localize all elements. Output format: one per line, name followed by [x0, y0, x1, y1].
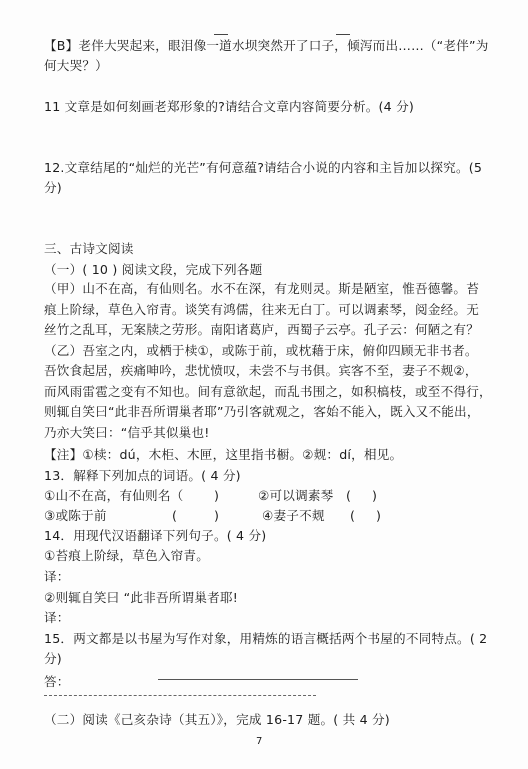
answer-paren-close: ) [372, 488, 377, 503]
question-14-sentence-1: ①苔痕上阶绿，草色入帘青。 [44, 548, 210, 563]
passage-jia: 丝竹之乱耳，无案牍之劳形。南阳诸葛庐，西蜀子云亭。孔子云：何陋之有？ [44, 322, 479, 337]
answer-paren-open: ( [346, 488, 351, 503]
passage-jia: 痕上阶绿，草色入帘青。谈笑有鸿儒，往来无白丁。可以调素琴，阅金经。无 [44, 302, 479, 317]
passage-yi: （乙）吾室之内，或栖于椟①，或陈于前，或枕藉于床，俯仰四顾无非书者。 [44, 343, 478, 358]
passage-yi: 乃亦大笑曰：“信乎其似巢也! [44, 425, 210, 440]
answer-blank-line [158, 679, 358, 680]
top-dash [336, 34, 350, 35]
translation-label: 译： [44, 610, 70, 625]
question-11: 11 文章是如何刻画老郑形象的?请结合文章内容简要分析。(4 分) [44, 99, 414, 114]
passage-yi: 则辄自笑曰“此非吾所谓巢者耶”乃引客就观之，客始不能入，既入又不能出， [44, 404, 480, 419]
question-12: 12.文章结尾的“灿烂的光芒”有何意蕴?请结合小说的内容和主旨加以探究。(5 [44, 160, 483, 175]
question-15-cont: 分) [44, 651, 62, 666]
page-number: 7 [256, 736, 263, 747]
passage-jia: （甲）山不在高，有仙则名。水不在深，有龙则灵。斯是陋室，惟吾德馨。苔 [44, 281, 479, 296]
passage-b-quote: 【B】老伴大哭起来，眼泪像一道水坝突然开了口子，倾泻而出……（“老伴”为 [44, 38, 489, 53]
question-12-cont: 分) [44, 180, 62, 195]
answer-label: 答： [44, 674, 70, 689]
passage-b-question: 何大哭？） [44, 58, 108, 73]
question-13-item-1: ①山不在高，有仙则名（ [44, 488, 184, 503]
top-dash [214, 34, 228, 35]
question-13-item-3: ③或陈于前 [44, 508, 107, 523]
question-13-item-4: ④妻子不觌 [262, 508, 325, 523]
answer-paren-open: ( [172, 508, 177, 523]
answer-paren-open: ( [350, 508, 355, 523]
annotation-note: 【注】①椟：dú，木柜、木匣，这里指书橱。②觌：dí，相见。 [44, 447, 403, 462]
part-1-heading: （一）( 10 ) 阅读文段，完成下列各题 [44, 262, 263, 277]
answer-paren-close: ) [376, 508, 381, 523]
answer-paren-close: ) [214, 508, 219, 523]
question-14: 14．用现代汉语翻译下列句子。( 4 分) [44, 528, 267, 543]
part-2-heading: （二）阅读《己亥杂诗（其五）》，完成 16-17 题。( 共 4 分) [44, 712, 390, 727]
answer-dashed-line [44, 695, 316, 696]
question-13: 13．解释下列加点的词语。( 4 分) [44, 468, 241, 483]
passage-yi: 而风雨雷雹之变有不知也。间有意欲起，而乱书围之，如积槁枝，或至不得行， [44, 384, 492, 399]
question-14-sentence-2: ②则辄自笑曰 “此非吾所谓巢者耶! [44, 590, 238, 605]
section-heading: 三、古诗文阅读 [44, 241, 134, 256]
question-15: 15．两文都是以书屋为写作对象，用精炼的语言概括两个书屋的不同特点。( 2 [44, 631, 488, 646]
question-13-item-2: ②可以调素琴 [258, 488, 334, 503]
translation-label: 译： [44, 569, 70, 584]
answer-paren-close: ) [214, 488, 219, 503]
passage-yi: 吾饮食起居，疾痛呻吟，悲忧愤叹，未尝不与书俱。宾客不至，妻子不觌②， [44, 363, 478, 378]
